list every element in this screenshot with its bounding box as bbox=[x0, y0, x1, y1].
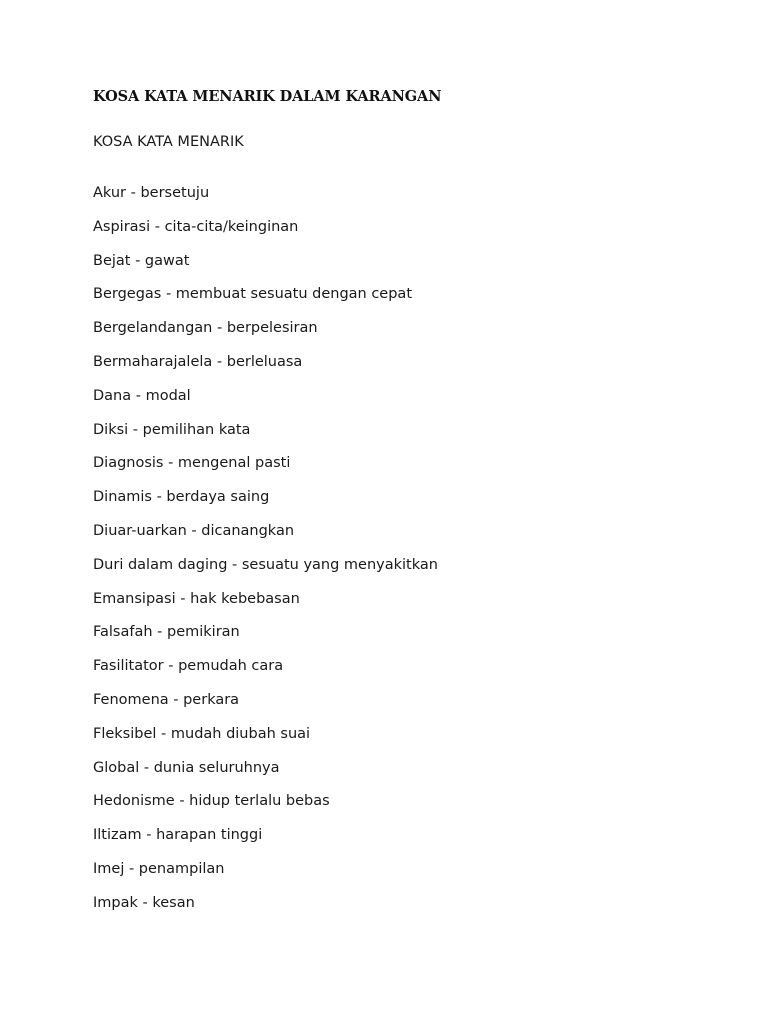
vocabulary-entry: Falsafah - pemikiran bbox=[93, 624, 240, 641]
vocabulary-entry: Duri dalam daging - sesuatu yang menyakitkan bbox=[93, 556, 438, 573]
vocabulary-entry: Fenomena - perkara bbox=[93, 691, 240, 708]
vocabulary-entry: Emansipasi - hak kebebasan bbox=[93, 590, 300, 607]
vocabulary-entry: Bergegas - membuat sesuatu dengan cepat bbox=[93, 286, 412, 303]
vocabulary-entry: Dana - modal bbox=[93, 387, 191, 404]
vocabulary-list bbox=[93, 184, 438, 928]
vocabulary-entry: Bejat - gawat bbox=[93, 252, 190, 269]
vocabulary-entry: Impak - kesan bbox=[93, 894, 195, 911]
vocabulary-entry: Dinamis - berdaya saing bbox=[93, 489, 270, 506]
document-title: KOSA KATA MENARIK DALAM KARANGAN bbox=[93, 88, 442, 105]
vocabulary-entry: Imej - penampilan bbox=[93, 860, 225, 877]
vocabulary-entry: Diagnosis - mengenal pasti bbox=[93, 455, 291, 472]
section-heading: KOSA KATA MENARIK bbox=[93, 134, 244, 150]
vocabulary-entry: Diksi - pemilihan kata bbox=[93, 421, 251, 438]
vocabulary-entry: Hedonisme - hidup terlalu bebas bbox=[93, 793, 330, 810]
vocabulary-entry: Bermaharajalela - berleluasa bbox=[93, 353, 303, 370]
vocabulary-entry: Bergelandangan - berpelesiran bbox=[93, 320, 318, 337]
vocabulary-entry: Global - dunia seluruhnya bbox=[93, 759, 280, 776]
vocabulary-entry: Aspirasi - cita-cita/keinginan bbox=[93, 218, 299, 235]
vocabulary-entry: Fleksibel - mudah diubah suai bbox=[93, 725, 311, 742]
vocabulary-entry: Akur - bersetuju bbox=[93, 185, 210, 201]
vocabulary-entry: Diuar-uarkan - dicanangkan bbox=[93, 522, 295, 539]
vocabulary-entry: Fasilitator - pemudah cara bbox=[93, 658, 284, 675]
vocabulary-entry: Iltizam - harapan tinggi bbox=[93, 827, 263, 844]
